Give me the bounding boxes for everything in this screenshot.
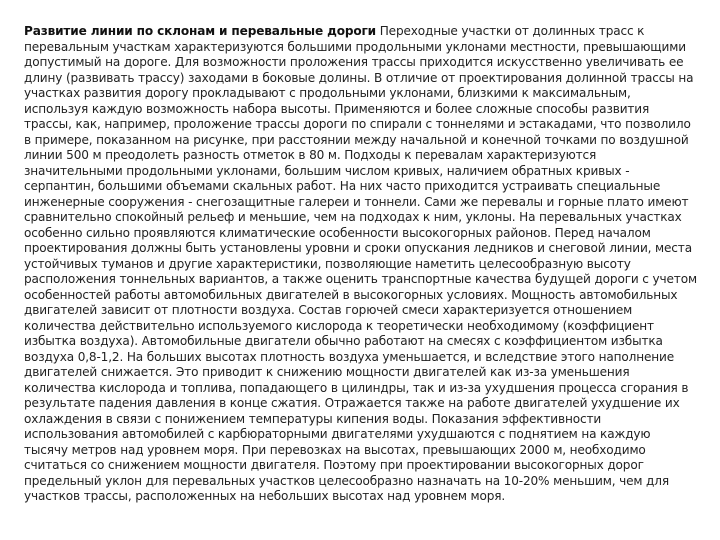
document-title: Развитие линии по склонам и перевальные дороги xyxy=(24,24,377,38)
document-body: Переходные участки от долинных трасс к перевальным участкам характеризуются большими продольными уклонами местности, превышающими допустимый на дороге. Для возможности проложения трассы приходится искусственно увеличивать ее длину (развивать трассу) заходами в боковые долины. В отличие от проектирования долинной трассы на участках развития дорогу прокладывают с продольными уклонами, близкими к максимальным, используя каждую возможность набора высоты. Применяются и более сложные способы развития трассы, как, например, проложение трассы дороги по спирали с тоннелями и эстакадами, что позволило в примере, показанном на рисунке, при расстоянии между начальной и конечной точками по воздушной линии 500 м преодолеть разность отметок в 80 м. Подходы к перевалам характеризуются значительными продольными уклонами, большим числом кривых, наличием обратных кривых - серпантин, большими объемами скальных работ. На них часто приходится устраивать специальные инженерные сооружения - снегозащитные галереи и тоннели. Сами же перевалы и горные плато имеют сравнительно спокойный рельеф и меньшие, чем на подходах к ним, уклоны. На перевальных участках особенно сильно проявляются климатические особенности высокогорных районов. Перед началом проектирования должны быть установлены уровни и сроки опускания ледников и снеговой линии, места устойчивых туманов и другие характеристики, позволяющие наметить целесообразную высоту расположения тоннельных вариантов, а также оценить транспортные качества будущей дороги с учетом особенностей работы автомобильных двигателей в высокогорных условиях. Мощность автомобильных двигателей зависит от плотности воздуха. Состав горючей смеси характеризуется отношением количества действительно используемого кислорода к теоретически необходимому (коэффициент избытка воздуха). Автомобильные двигатели обычно работают на смесях с коэффициентом избытка воздуха 0,8-1,2. На больших высотах плотность воздуха уменьшается, и вследствие этого наполнение двигателей снижается. Это приводит к снижению мощности двигателей как из-за уменьшения количества кислорода и топлива, попадающего в цилиндры, так и из-за ухудшения процесса сгорания в результате падения давления в конце сжатия. Отражается также на работе двигателей ухудшение их охлаждения в связи с понижением температуры кипения воды. Показания эффективности использования автомобилей с карбюраторными двигателями ухудшаются с поднятием на каждую тысячу метров над уровнем моря. При перевозках на высотах, превышающих 2000 м, необходимо считаться со снижением мощности двигателя. Поэтому при проектировании высокогорных дорог предельный уклон для перевальных участков целесообразно назначать на 10-20% меньшим, чем для участков трассы, расположенных на небольших высотах над уровнем моря. xyxy=(24,24,697,503)
document-page xyxy=(24,24,698,516)
